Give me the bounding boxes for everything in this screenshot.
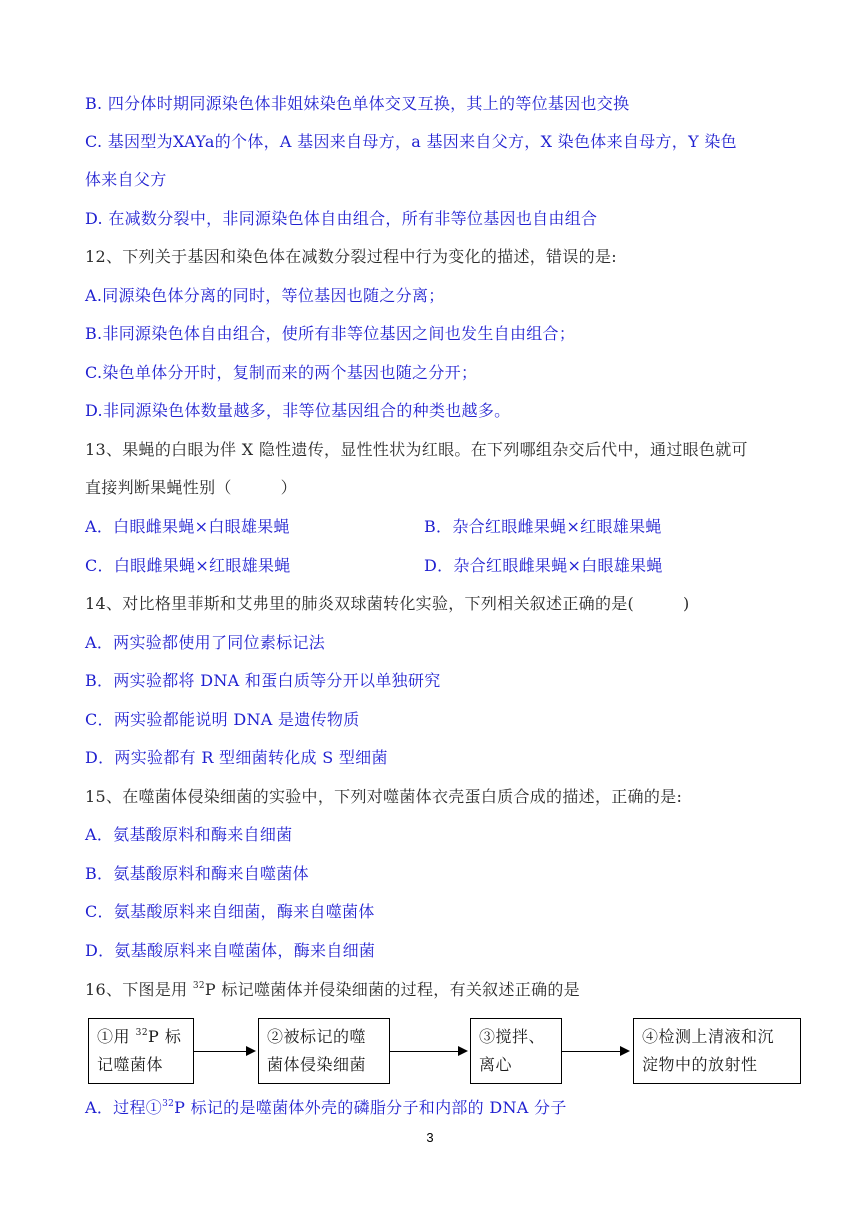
q15-option-c: C．氨基酸原料来自细菌，酶来自噬菌体 bbox=[85, 902, 375, 921]
flow-step-1-line-1 bbox=[97, 1023, 185, 1051]
q11-option-d: D. 在减数分裂中，非同源染色体自由组合，所有非等位基因也自由组合 bbox=[85, 209, 598, 228]
q16-text-post: P 标记噬菌体并侵染细菌的过程，有关叙述正确的是 bbox=[204, 980, 580, 999]
flow-step-2-line-2: 菌体侵染细菌 bbox=[267, 1055, 367, 1074]
flow-step-4-line-1: ④检测上清液和沉 bbox=[642, 1027, 775, 1046]
question-14: 14、对比格里菲斯和艾弗里的肺炎双球菌转化实验，下列相关叙述正确的是( ) bbox=[85, 594, 690, 613]
q13-option-d: D．杂合红眼雌果蝇×白眼雄果蝇 bbox=[424, 556, 663, 575]
flow-step-2-line-1: ②被标记的噬 bbox=[267, 1027, 367, 1046]
flow-arrow-2 bbox=[390, 1051, 466, 1052]
q14-option-c: C．两实验都能说明 DNA 是遗传物质 bbox=[85, 710, 360, 729]
q15-option-a: A．氨基酸原料和酶来自细菌 bbox=[85, 825, 293, 844]
q16-text-pre: 16、下图是用 bbox=[85, 980, 193, 999]
q12-option-c: C.染色单体分开时，复制而来的两个基因也随之分开； bbox=[85, 363, 478, 382]
flow-step-1 bbox=[88, 1018, 194, 1084]
q16-superscript: 32 bbox=[192, 981, 205, 991]
q14-option-d: D．两实验都有 R 型细菌转化成 S 型细菌 bbox=[85, 748, 388, 767]
q16-option-a bbox=[85, 1098, 567, 1118]
flow-step-1-line-2: 记噬菌体 bbox=[97, 1055, 164, 1074]
flow-step-1-text-pre: ①用 bbox=[97, 1027, 136, 1046]
q14-option-a: A．两实验都使用了同位素标记法 bbox=[85, 633, 326, 652]
q11-option-c: C. 基因型为XAYa的个体，A 基因来自母方，a 基因来自父方，X 染色体来自母方，Y 染色 bbox=[85, 132, 737, 151]
q13-options-row-2 bbox=[85, 556, 663, 576]
page-number: 3 bbox=[426, 1130, 434, 1145]
flow-step-3 bbox=[470, 1018, 562, 1084]
flow-arrow-3 bbox=[562, 1051, 628, 1052]
flow-arrow-1 bbox=[194, 1051, 254, 1052]
flow-step-4-line-2: 淀物中的放射性 bbox=[642, 1055, 758, 1074]
q16-option-a-superscript: 32 bbox=[162, 1099, 175, 1109]
question-16 bbox=[85, 980, 580, 1000]
q13-option-c: C．白眼雌果蝇×红眼雄果蝇 bbox=[85, 556, 291, 575]
flow-step-4 bbox=[633, 1018, 801, 1084]
q13-option-a: A．白眼雌果蝇×白眼雄果蝇 bbox=[85, 517, 290, 536]
q13-option-b: B．杂合红眼雌果蝇×红眼雄果蝇 bbox=[424, 517, 662, 536]
question-12: 12、下列关于基因和染色体在减数分裂过程中行为变化的描述，错误的是: bbox=[85, 247, 617, 266]
q15-option-d: D．氨基酸原料来自噬菌体，酶来自细菌 bbox=[85, 941, 376, 960]
flow-step-1-superscript: 32 bbox=[135, 1028, 149, 1038]
flow-step-2 bbox=[258, 1018, 390, 1084]
q11-option-c-cont: 体来自父方 bbox=[85, 170, 167, 189]
q12-option-a: A.同源染色体分离的同时，等位基因也随之分离； bbox=[85, 286, 445, 305]
q12-option-b: B.非同源染色体自由组合，使所有非等位基因之间也发生自由组合； bbox=[85, 324, 576, 343]
flow-step-3-line-1: ③搅拌、 bbox=[479, 1027, 546, 1046]
question-15: 15、在噬菌体侵染细菌的实验中，下列对噬菌体衣壳蛋白质合成的描述，正确的是: bbox=[85, 787, 683, 806]
q13-options-row-1 bbox=[85, 517, 662, 537]
q16-option-a-post: P 标记的是噬菌体外壳的磷脂分子和内部的 DNA 分子 bbox=[174, 1098, 567, 1117]
q16-option-a-pre: A．过程① bbox=[85, 1098, 163, 1117]
flow-step-3-line-2: 离心 bbox=[479, 1055, 513, 1074]
flow-step-1-text-post: P 标 bbox=[148, 1027, 182, 1046]
q14-option-b: B．两实验都将 DNA 和蛋白质等分开以单独研究 bbox=[85, 671, 441, 690]
q15-option-b: B．氨基酸原料和酶来自噬菌体 bbox=[85, 864, 309, 883]
q11-option-b: B. 四分体时期同源染色体非姐妹染色单体交叉互换，其上的等位基因也交换 bbox=[85, 94, 630, 113]
question-13: 13、果蝇的白眼为伴 X 隐性遗传，显性性状为红眼。在下列哪组杂交后代中，通过眼色就可 bbox=[85, 440, 748, 459]
question-13-cont: 直接判断果蝇性别（ ） bbox=[85, 478, 297, 497]
q12-option-d: D.非同源染色体数量越多，非等位基因组合的种类也越多。 bbox=[85, 401, 511, 420]
